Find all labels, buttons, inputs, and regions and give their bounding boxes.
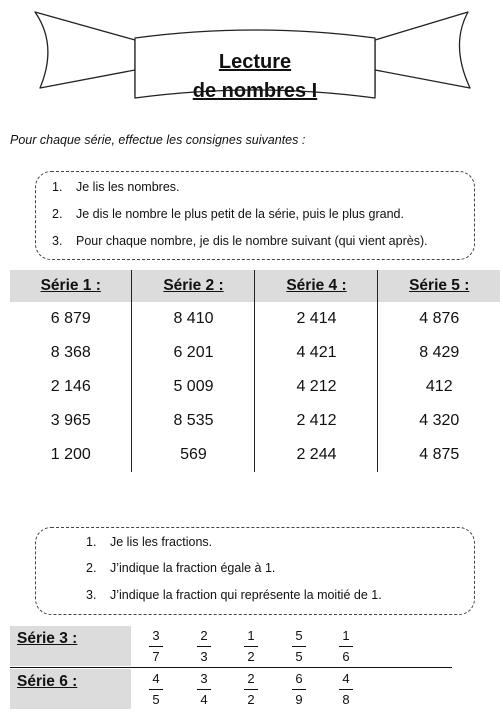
fraction: 4 5 [147,671,165,708]
fraction: 3 7 [147,628,165,665]
fraction: 6 9 [290,671,308,708]
table-cell: 4 320 [378,404,500,438]
fraction: 1 2 [242,628,260,665]
instructions-box-1 [35,171,475,260]
column-header: Série 5 : [378,270,500,302]
table-cell: 8 429 [378,336,500,370]
fraction: 2 3 [195,628,213,665]
intro-text: Pour chaque série, effectue les consignes suivantes : [10,133,306,147]
fraction: 3 4 [195,671,213,708]
table-row [10,336,500,370]
column-header: Série 2 : [132,270,255,302]
table-row [10,302,500,336]
table-cell: 2 244 [255,438,378,472]
table-cell: 4 875 [378,438,500,472]
table-row [10,370,500,404]
table-cell: 3 965 [50,412,91,429]
instruction-item: 2. Je dis le nombre le plus petit de la série, puis le plus grand. [52,207,404,221]
fraction-row-divider [10,667,452,668]
instruction-item: 2. J’indique la fraction égale à 1. [86,561,276,575]
table-cell: 412 [378,370,500,404]
table-cell: 2 412 [255,404,378,438]
table-cell: 8 368 [50,344,91,361]
column-header: Série 1 : [10,270,132,302]
table-cell: 4 212 [255,370,378,404]
fraction: 2 2 [242,671,260,708]
table-cell: 1 200 [50,446,91,463]
instruction-item: 1. Je lis les fractions. [86,535,213,549]
table-cell: 4 421 [255,336,378,370]
column-header: Série 4 : [255,270,378,302]
table-header-row [10,270,500,302]
fraction-series-label: Série 3 : [17,630,78,647]
instruction-item: 3. Pour chaque nombre, je dis le nombre suivant (qui vient après). [52,234,428,248]
series-table [10,270,500,472]
instructions-box-2 [35,527,475,615]
table-cell: 569 [132,438,255,472]
table-row [10,404,500,438]
table-cell: 2 414 [255,302,378,336]
table-cell: 4 876 [378,302,500,336]
page-title: Lecture de nombres I [192,51,318,102]
fraction-series-label: Série 6 : [17,673,78,690]
instruction-item: 1. Je lis les nombres. [52,180,180,194]
instruction-item: 3. J’indique la fraction qui représente la moitié de 1. [86,588,382,602]
table-cell: 8 410 [132,302,255,336]
fraction: 1 6 [337,628,355,665]
table-cell: 6 201 [132,336,255,370]
table-cell: 6 879 [50,310,91,327]
table-cell: 2 146 [50,378,91,395]
table-row [10,438,500,472]
table-cell: 5 009 [132,370,255,404]
table-cell: 8 535 [132,404,255,438]
fraction: 5 5 [290,628,308,665]
fraction: 4 8 [337,671,355,708]
